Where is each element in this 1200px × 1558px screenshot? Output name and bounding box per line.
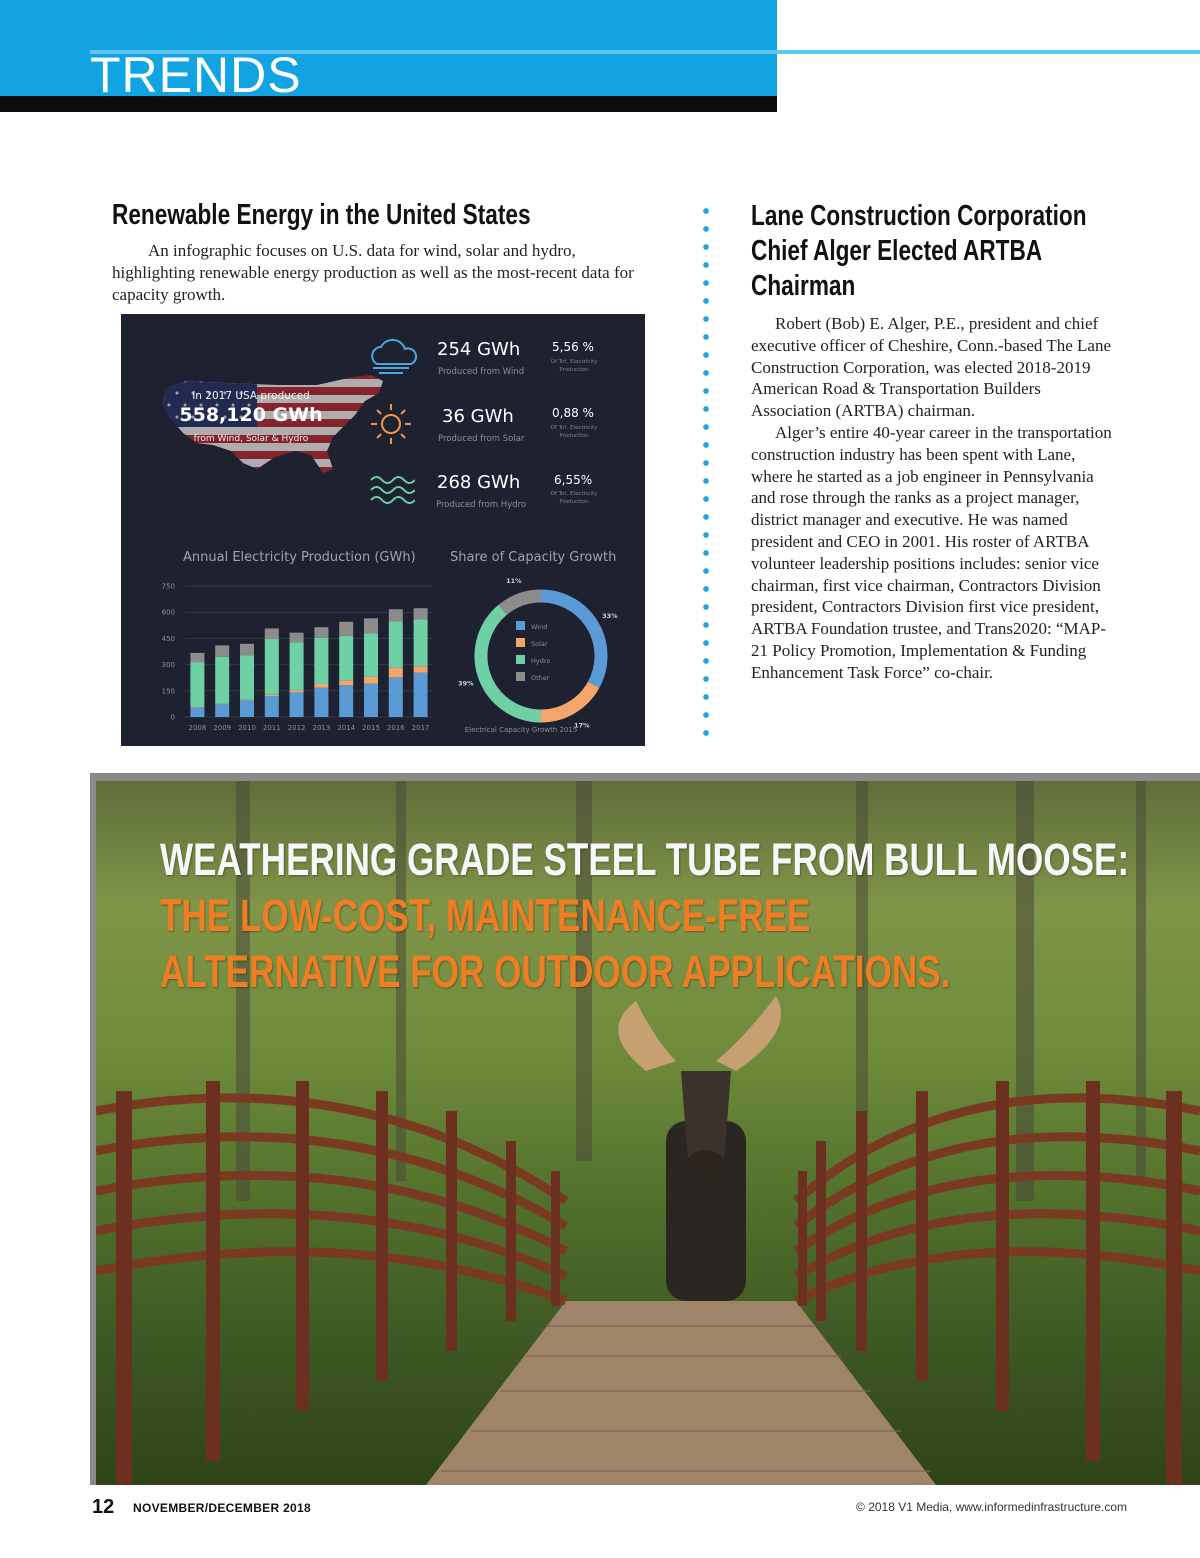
ad-headline-line3: ALTERNATIVE FOR OUTDOOR APPLICATIONS.	[160, 946, 951, 997]
bar-segment-wind	[414, 673, 428, 717]
donut-value-label: 33%	[602, 611, 618, 620]
bar-x-tick: 2015	[362, 724, 380, 732]
bar-segment-wind	[265, 696, 279, 717]
bar-segment-hydro	[389, 621, 403, 667]
legend-label: Solar	[531, 640, 548, 648]
legend-swatch	[516, 638, 525, 647]
bar-segment-other	[215, 645, 229, 656]
bar-segment-wind	[389, 677, 403, 717]
legend-label: Hydro	[531, 657, 551, 665]
left-intro	[112, 240, 652, 305]
wind-label: Produced from Wind	[438, 367, 525, 377]
bar-y-tick: 150	[161, 687, 175, 696]
solar-label: Produced from Solar	[438, 434, 525, 444]
bar-x-tick: 2017	[411, 724, 430, 732]
bar-x-tick: 2012	[287, 724, 306, 732]
intro-paragraph: An infographic focuses on U.S. data for wind, solar and hydro, highlighting renewable energy production as well as the most-recent data for capacity growth.	[112, 241, 634, 304]
renewable-infographic	[121, 314, 645, 746]
article-paragraph: Robert (Bob) E. Alger, P.E., president and chief executive officer of Cheshire, Conn.-based The Lane Construction Corporation, was elected 2018-2019 American Road & Transportation Builders Association (ARTBA) chairman.	[751, 314, 1112, 421]
headline-line: Chairman	[751, 270, 856, 302]
bar-segment-other	[414, 608, 428, 619]
bar-segment-wind	[240, 700, 254, 717]
headline-line: Chief Alger Elected ARTBA	[751, 235, 1043, 267]
left-headline: Renewable Energy in the United States	[112, 199, 531, 231]
charts-svg	[121, 314, 645, 746]
bar-segment-wind	[290, 692, 304, 717]
donut-value-label: 17%	[573, 721, 590, 730]
legend-label: Wind	[531, 623, 548, 631]
hydro-pct: 6,55%	[554, 473, 593, 487]
bar-chart-title: Annual Electricity Production (GWh)	[183, 550, 416, 565]
donut-value-label: 39%	[457, 679, 474, 688]
total-label: In 2017 USA produced	[192, 390, 310, 402]
hydro-pct-label: Of Tot. Electricity Production	[550, 491, 598, 505]
bar-segment-solar	[414, 666, 428, 672]
bar-segment-hydro	[215, 657, 229, 704]
bar-x-tick: 2010	[238, 724, 256, 732]
bar-y-tick: 0	[170, 713, 175, 722]
donut-chart-title: Share of Capacity Growth	[450, 550, 617, 565]
headline-line: Lane Construction Corporation	[751, 200, 1087, 232]
bar-segment-solar	[314, 684, 328, 688]
bar-segment-hydro	[339, 636, 353, 681]
copyright-line: © 2018 V1 Media, www.informedinfrastructure.com	[856, 1500, 1127, 1514]
bar-segment-wind	[314, 688, 328, 717]
legend-swatch	[516, 621, 525, 630]
bar-x-tick: 2013	[312, 724, 331, 732]
column-divider	[702, 202, 710, 742]
page-number: 12	[92, 1496, 115, 1518]
solar-value: 36 GWh	[442, 406, 514, 427]
bar-segment-wind	[364, 684, 378, 717]
bar-y-tick: 450	[161, 634, 175, 643]
bar-segment-hydro	[190, 663, 204, 708]
hydro-value: 268 GWh	[437, 472, 521, 493]
bar-segment-other	[190, 653, 204, 663]
bar-x-tick: 2014	[337, 724, 356, 732]
wind-pct: 5,56 %	[552, 340, 594, 354]
bar-segment-other	[240, 644, 254, 655]
bar-segment-solar	[240, 700, 254, 701]
bar-segment-solar	[364, 677, 378, 684]
bar-segment-hydro	[364, 633, 378, 677]
bridge-moose-illustration	[96, 781, 1200, 1485]
ad-headline-line2: THE LOW-COST, MAINTENANCE-FREE	[160, 890, 811, 941]
bar-segment-other	[290, 633, 304, 643]
moose-figure	[618, 996, 781, 1301]
bar-segment-hydro	[314, 638, 328, 684]
bar-y-tick: 600	[161, 608, 175, 617]
bar-segment-other	[339, 622, 353, 636]
donut-slice-other	[503, 596, 541, 610]
solar-pct-label: Of Tot. Electricity Production	[550, 425, 598, 439]
bar-segment-solar	[290, 690, 304, 692]
bar-segment-other	[389, 609, 403, 621]
donut-slice-wind	[541, 596, 601, 685]
bull-moose-advertisement	[90, 773, 1200, 1485]
section-title: TRENDS	[90, 47, 302, 103]
bar-segment-hydro	[265, 639, 279, 695]
article-paragraph: Alger’s entire 40-year career in the transportation construction industry has been spent with Lane, where he started as a job engineer in Pennsylvania and rose through the ranks as a project manager, district manager and executive. He was named president and CEO in 2001. His roster of ARTBA volunteer leadership positions includes: senior vice chairman, first vice chairman, Contractors Division president, Contractors Division first vice president, ARTBA Foundation trustee, and Trans2020: “MAP-21 Policy Promotion, Implementation & Funding Enhancement Task Force” co-chair.	[751, 422, 1112, 682]
bar-segment-wind	[339, 685, 353, 717]
legend-swatch	[516, 655, 525, 664]
bar-segment-solar	[339, 680, 353, 685]
bar-segment-other	[364, 618, 378, 633]
issue-date: NOVEMBER/DECEMBER 2018	[133, 1501, 311, 1515]
bar-segment-solar	[389, 668, 403, 678]
bar-segment-solar	[265, 695, 279, 696]
wind-pct-label: Of Tot. Electricity Production	[550, 359, 598, 373]
legend-swatch	[516, 672, 525, 681]
ad-headline-line1: WEATHERING GRADE STEEL TUBE FROM BULL MOOSE:	[160, 834, 1130, 885]
bar-segment-wind	[190, 707, 204, 717]
total-value: 558,120 GWh	[179, 404, 323, 426]
right-article-body	[751, 313, 1121, 684]
bar-segment-hydro	[290, 642, 304, 690]
hydro-label: Produced from Hydro	[436, 500, 527, 510]
right-headline	[751, 199, 1087, 304]
ad-photo	[96, 781, 1200, 1485]
legend-label: Other	[531, 674, 550, 682]
donut-slice-solar	[541, 685, 594, 716]
bar-segment-hydro	[414, 620, 428, 667]
solar-pct: 0,88 %	[552, 406, 594, 420]
bar-segment-other	[314, 627, 328, 637]
bar-x-tick: 2009	[213, 724, 232, 732]
bar-segment-hydro	[240, 655, 254, 700]
bar-segment-other	[265, 628, 279, 638]
donut-value-label: 11%	[506, 577, 522, 586]
total-sub: from Wind, Solar & Hydro	[193, 434, 309, 444]
wind-value: 254 GWh	[437, 339, 521, 360]
bar-segment-wind	[215, 704, 229, 717]
bar-x-tick: 2011	[262, 724, 281, 732]
bar-y-tick: 300	[161, 661, 175, 670]
bar-y-tick: 750	[161, 582, 175, 591]
donut-caption: Electrical Capacity Growth 2015	[464, 726, 578, 734]
bar-x-tick: 2016	[386, 724, 405, 732]
bar-x-tick: 2008	[188, 724, 207, 732]
